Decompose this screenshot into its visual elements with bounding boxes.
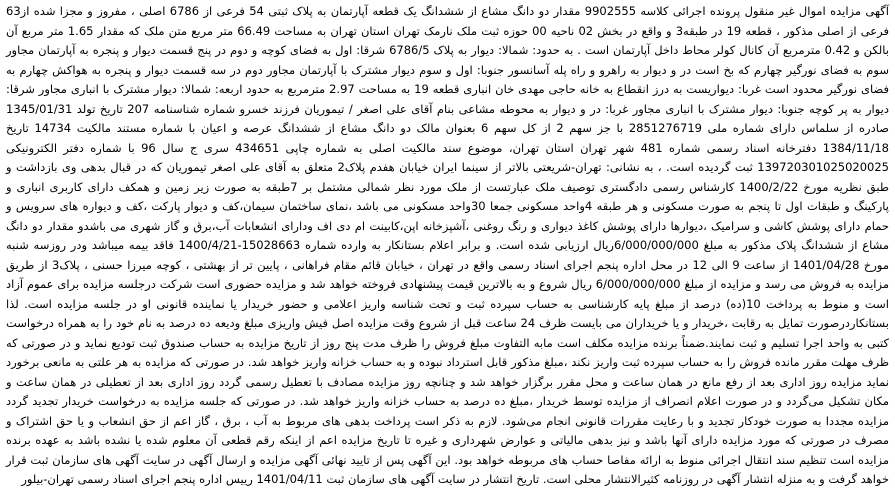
auction-notice-text: آگهی مزایده اموال غیر منقول پرونده اجرائی کلاسه 9902555 مقدار دو دانگ مشاع از ششدانگ یک قطعه آپارتمان به پلاک ثبتی 54 فرعی از 6786 اصلی ، مفروز و مجزا شده از63 فرعی از اصلی مذکور ، قطعه 19 در طبقه3 و واقع در بخش 02 ناحیه 00 حوزه ثبت ملک نارمک تهران استان تهران به مساحت 66.49 متر مربع متن ملک که مقدار 1.65 متر مربع آن بالکن و 0.42 مترمربع آن کانال کولر محاط داخل آپارتمان است . به حدود: شمالا: دیوار به پلاک 6786/5 شرقا: اول به فضای کوچه و دوم در پنج قسمت دیوار و پنجره به آپارتمان مجاور سوم به فضای نورگیر چهارم که بخ است در و دیوار به راهرو و راه پله آسانسور جنوبا: اول و سوم دیوار مشترک با آپارتمان مجاور دوم در سه قسمت دیوار و پنجره به هواکش چهارم به فضای نورگیر محدود است غربا: دیواریست به درز انقطاع به خانه حاجی مهدی خان انباری قطعه 19 به مساحت 2.97 مترمربع به حدود اربعه: شمالا: دیوار مشترک با انباری مجاور شرقا: دیوار به پر کوچه جنوبا: دیوار مشترک با انباری مجاور غربا: در و دیوار به محوطه مشاعی بنام آقای علی اصغر / تیموریان فرزند خسرو شماره شناسنامه 207 تاریخ تولد 1345/01/31 صادره از سلماس دارای شماره ملی 2851276719 با جز سهم 2 از کل سهم 6 بعنوان مالک دو دانگ مشاع از ششدانگ عرصه و اعیان با شماره مستند مالکیت 14734 تاریخ 1384/11/18 دفترخانه اسناد رسمی شماره 481 شهر تهران استان تهران، موضوع سند مالکیت اصلی به شماره چاپی 434651 سری ج سال 96 با شماره دفتر الکترونیکی 139720301025020025 ثبت گردیده است. ، به نشانی: تهران-شریعتی بالاتر از سینما ایران خیابان هفدم پلاک2 متعلق به آقای علی اصغر تیموریان که در قبال بدهی وی بازداشت و طبق نظریه مورخ 1400/2/22 کارشناس رسمی دادگستری توصیف ملک عبارتست از ملک مورد نظر شمالی مشتمل بر 7طبقه به صورت زیر زمین و همکف دارای کاربری انباری و پارکینگ و طبقات اول تا پنجم به صورت مسکونی و هر طبقه 4واحد مسکونی جمعا 30واحد مسکونی می باشد ،نمای ساختمان سیمان،کف و دیوار پارکت ،کف و دیواره های سرویس و حمام دارای پوشش کاشی و سرامیک ،دیوارها دارای پوشش کاغذ دیواری و رنگ روغنی ،آشپزخانه اپن،کابینت ام دی اف ودارای انشعابات آب،برق و گاز شهری می باشدو مقدار دو دانگ مشاع از ششدانگ پلاک مذکور به مبلغ 6/000/000/000ریال ارزیابی شده است. و برابر اعلام بستانکار به وارده شماره 15028663-1400/4/21 فاقد بیمه میباشد ودر روزسه شنبه مورخ 1401/04/28 از ساعت 9 الی 12 در محل اداره پنجم اجرای اسناد رسمی واقع در تهران ، خیابان قائم مقام فراهانی ، پایین تر از بهشتی ، کوچه میرزا حسنی ، پلاک3 از طریق مزایده به فروش می رسد و مزایده از مبلغ 6/000/000/000 ریال شروع و به بالاترین قیمت پیشنهادی فروخته خواهد شد و مزایده حضوری است شرکت درجلسه مزایده برای عموم آزاد است و منوط به پرداخت 10(ده) درصد از مبلغ پایه کارشناسی به حساب سپرده ثبت و تحت شناسه واریز اعلامی و حضور خریدار یا نماینده قانونی او در جلسه مزایده است. لذا بستانکاردرصورت تمایل به رقابت ،خریدار و یا خریداران می بایست ظرف 24 ساعت قبل از شروع وقت مزایده اصل فیش واریزی مبلغ ودیعه ده درصد به نام خود را به همراه درخواست کتبی به واحد اجرا تسلیم و ثبت نمایند.ضمناً برنده مزایده مکلف است مابه التفاوت مبلغ فروش را ظرف مدت پنج روز از تاریخ مزایده به حساب صندوق ثبت تودیع نماید و در صورتی که ظرف مهلت مقرر مانده فروش را به حساب سپرده ثبت واریز نکند ،مبلغ مذکور قابل استرداد نبوده و به حساب خزانه واریز خواهد شد. در صورتی که مزایده به هر علتی به مانعی برخورد نماید مزایده روز اداری بعد از رفع مانع در همان ساعت و محل مقرر برگزار خواهد شد و چنانچه روز مزایده مصادف با تعطیل رسمی گردد روز اداری بعد از تعطیلی در همان ساعت و مکان تشکیل می‌گردد و در صورت اعلام انصراف از مزایده توسط خریدار ،مبلغ ده درصد به حساب خزانه واریز خواهد شد. در صورتی که جلسه مزایده به درخواست خریدار تجدید گردد مزایده مجددا به صورت خودکار تجدید و با رعایت مقررات قانونی انجام می‌شود. لازم به ذکر است پرداخت بدهی های مربوط به آب ، برق ، گاز اعم از حق انشعاب و یا حق اشتراک و مصرف در صورتی که مورد مزایده دارای آنها باشد و نیز بدهی مالیاتی و عوارض شهرداری و غیره تا تاریخ مزایده اعم از اینکه رقم قطعی آن معلوم شده یا نشده باشد به عهده برنده مزایده است تنظیم سند انتقال اجرائی منوط به ارائه مفاصا حساب های مربوطه خواهد بود. این آگهی پس از تایید نهائی آگهی مزایده و ارسال آگهی در سایت آگهی های سازمان ثبت قرار خواهد گرفت و به منزله انتشار آگهی در روزنامه کثیرالانتشار محلی است. تاریخ انتشار در سایت آگهی های سازمان ثبت 1401/04/11 رییس اداره پنجم اجرای اسناد رسمی تهران-بیلور [6,4,890,486]
